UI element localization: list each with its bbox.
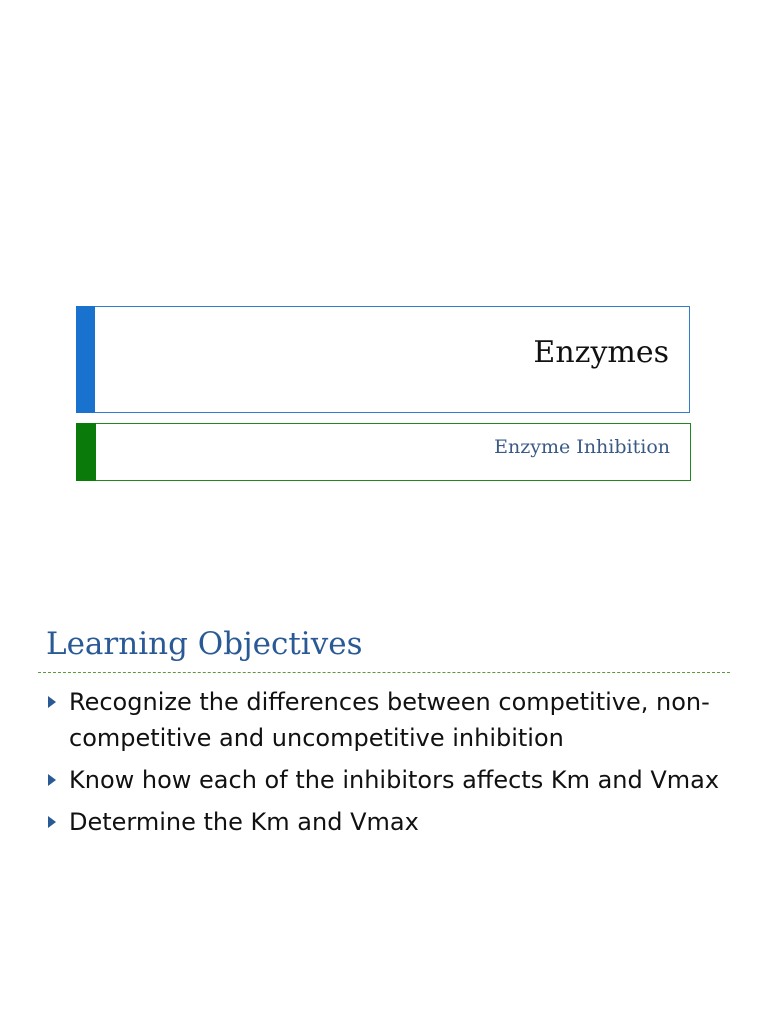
objective-text: Determine the Km and Vmax	[69, 808, 419, 836]
subtitle-box	[76, 423, 691, 481]
triangle-right-icon	[48, 816, 56, 828]
heading-divider	[38, 672, 730, 673]
objective-item	[46, 762, 726, 798]
objective-text: Know how each of the inhibitors affects Km and Vmax	[69, 766, 720, 794]
objective-text: Recognize the differences between competitive, non-competitive and uncompetitive inhibition	[69, 688, 710, 752]
triangle-right-icon	[48, 696, 56, 708]
triangle-right-icon	[48, 774, 56, 786]
title-accent-bar	[76, 306, 95, 413]
title-box	[76, 306, 690, 413]
objectives-list	[46, 684, 726, 846]
subtitle-accent-bar	[76, 423, 96, 481]
section-heading: Learning Objectives	[46, 626, 363, 662]
objective-item	[46, 684, 726, 756]
objective-item	[46, 804, 726, 840]
slide-title: Enzymes	[533, 335, 669, 370]
slide-subtitle: Enzyme Inhibition	[494, 436, 670, 458]
